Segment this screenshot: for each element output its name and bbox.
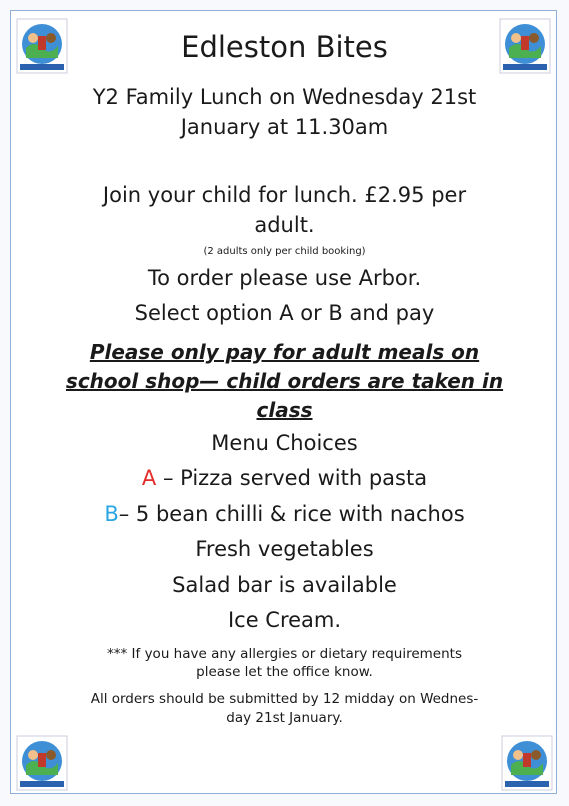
subtitle-line: January at 11.30am [180,115,389,139]
option-text: – 5 bean chilli & rice with nachos [118,502,465,526]
menu-option-b [0,502,569,526]
subtitle-line: Y2 Family Lunch on Wednesday 21st [92,85,477,109]
join-line: adult. [254,213,315,237]
menu-salad: Salad bar is available [172,573,397,597]
notice-line: school shop— child orders are taken in [65,369,504,393]
notice-line: Please only pay for adult meals on [89,340,480,364]
payment-notice [30,338,539,425]
deadline-line: All orders should be submitted by 12 midday on Wednes- [90,691,479,707]
menu-veg: Fresh vegetables [195,537,374,561]
school-logo-icon [501,735,553,791]
select-instruction: Select option A or B and pay [134,301,435,325]
option-letter: A [141,466,157,490]
join-text [0,180,569,240]
menu-dessert: Ice Cream. [227,608,342,632]
event-subtitle [0,82,569,142]
option-letter: B [104,502,119,526]
menu-heading: Menu Choices [211,431,358,455]
deadline-note [40,690,529,728]
allergy-note [40,645,529,681]
menu-option-a [0,466,569,490]
booking-note: (2 adults only per child booking) [203,246,366,257]
deadline-line: day 21st January. [226,710,343,726]
school-logo-icon [16,735,68,791]
notice-line: class [256,398,313,422]
order-instruction: To order please use Arbor. [147,266,422,290]
join-line: Join your child for lunch. £2.95 per [102,183,467,207]
allergy-line: *** If you have any allergies or dietary requirements [107,646,462,662]
page-title: Edleston Bites [181,30,388,64]
option-text: – Pizza served with pasta [156,466,428,490]
allergy-line: please let the office know. [196,664,373,680]
